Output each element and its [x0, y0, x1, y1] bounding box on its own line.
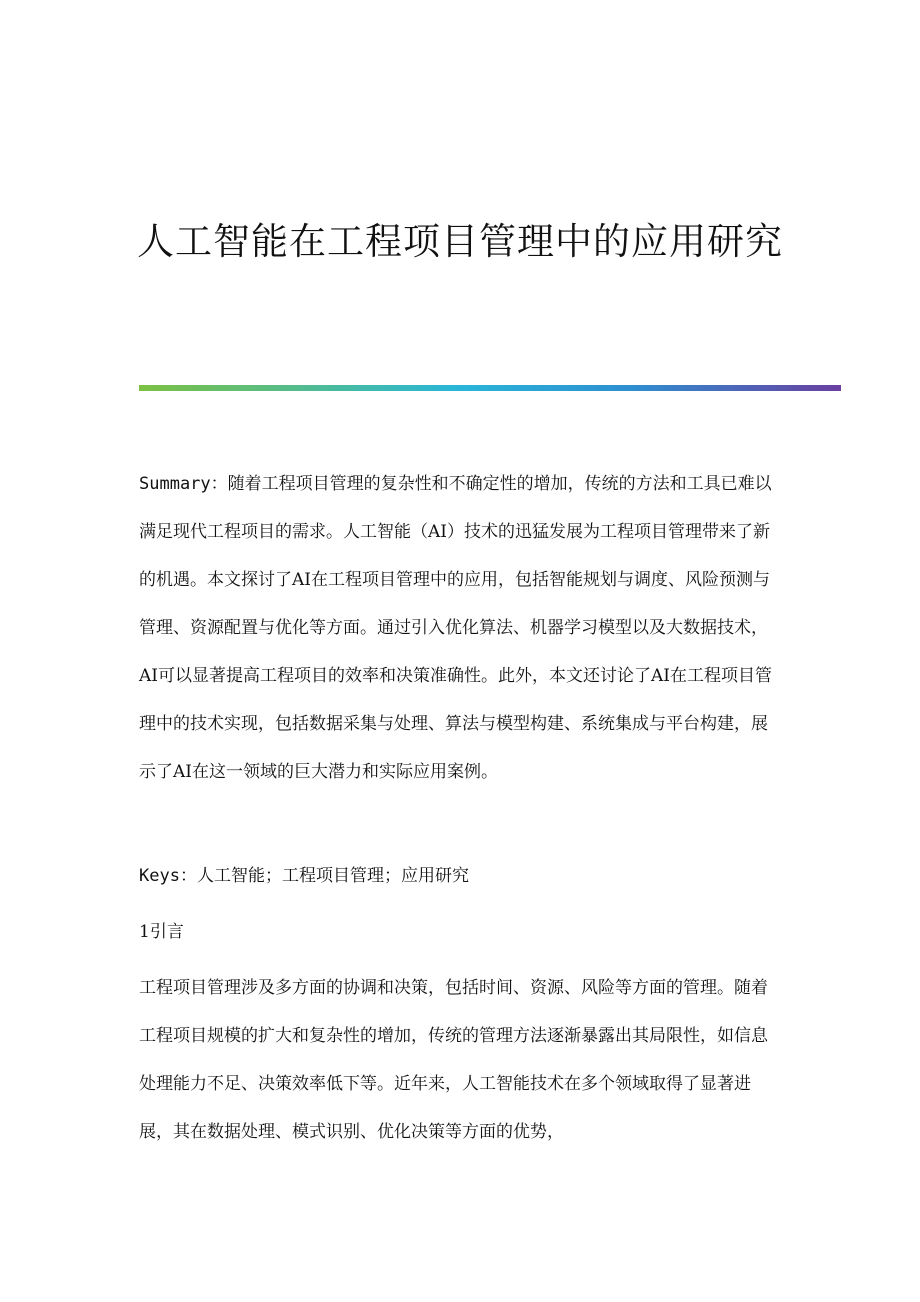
summary-label: Summary：: [139, 474, 228, 494]
keys-text: 人工智能；工程项目管理；应用研究: [196, 866, 469, 886]
summary-text: 随着工程项目管理的复杂性和不确定性的增加，传统的方法和工具已难以满足现代工程项目的需求。人工智能（AI）技术的迅猛发展为工程项目管理带来了新的机遇。本文探讨了AI在工程项目管理中的应用，包括智能规划与调度、风险预测与管理、资源配置与优化等方面。通过引入优化算法、机器学习模型以及大数据技术，AI可以显著提高工程项目的效率和决策准确性。此外，本文还讨论了AI在工程项目管理中的技术实现，包括数据采集与处理、算法与模型构建、系统集成与平台构建，展示了AI在这一领域的巨大潜力和实际应用案例。: [139, 474, 772, 782]
summary-paragraph: [139, 460, 779, 796]
title-divider: [139, 385, 841, 391]
page-title: 人工智能在工程项目管理中的应用研究: [137, 220, 783, 263]
keywords-line: [139, 852, 779, 900]
intro-paragraph: 工程项目管理涉及多方面的协调和决策，包括时间、资源、风险等方面的管理。随着工程项目规模的扩大和复杂性的增加，传统的管理方法逐渐暴露出其局限性，如信息处理能力不足、决策效率低下等。近年来，人工智能技术在多个领域取得了显著进展，其在数据处理、模式识别、优化决策等方面的优势，: [139, 978, 768, 1142]
keys-label: Keys：: [139, 866, 197, 886]
section-heading: 1引言: [139, 922, 184, 942]
